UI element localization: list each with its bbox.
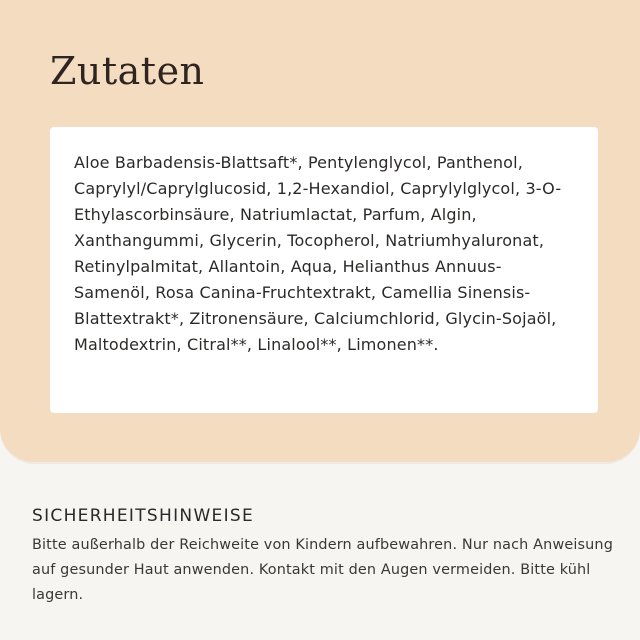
- safety-heading: SICHERHEITSHINWEISE: [32, 506, 255, 526]
- ingredients-list: Aloe Barbadensis-Blattsaft*, Pentylenglycol, Panthenol, Caprylyl/Caprylglucosid, 1,2-Hexandiol, Caprylylglycol, 3-O-Ethylascorbinsäure, Natriumlactat, Parfum, Algin, Xanthangummi, Glycerin, Tocopherol, Natriumhyaluronat, Retinylpalmitat, Allantoin, Aqua, Helianthus Annuus-Samenöl, Rosa Canina-Fruchtextrakt, Camellia Sinensis-Blattextrakt*, Zitronensäure, Calciumchlorid, Glycin-Sojaöl, Maltodextrin, Citral**, Linalool**, Limonen**.: [74, 153, 562, 354]
- ingredients-card: [50, 127, 598, 413]
- safety-section: [32, 506, 617, 608]
- section-title: Zutaten: [50, 49, 205, 93]
- safety-text: Bitte außerhalb der Reichweite von Kindern aufbewahren. Nur nach Anweisung auf gesunder Haut anwenden. Kontakt mit den Augen vermeiden. Bitte kühl lagern.: [32, 537, 613, 603]
